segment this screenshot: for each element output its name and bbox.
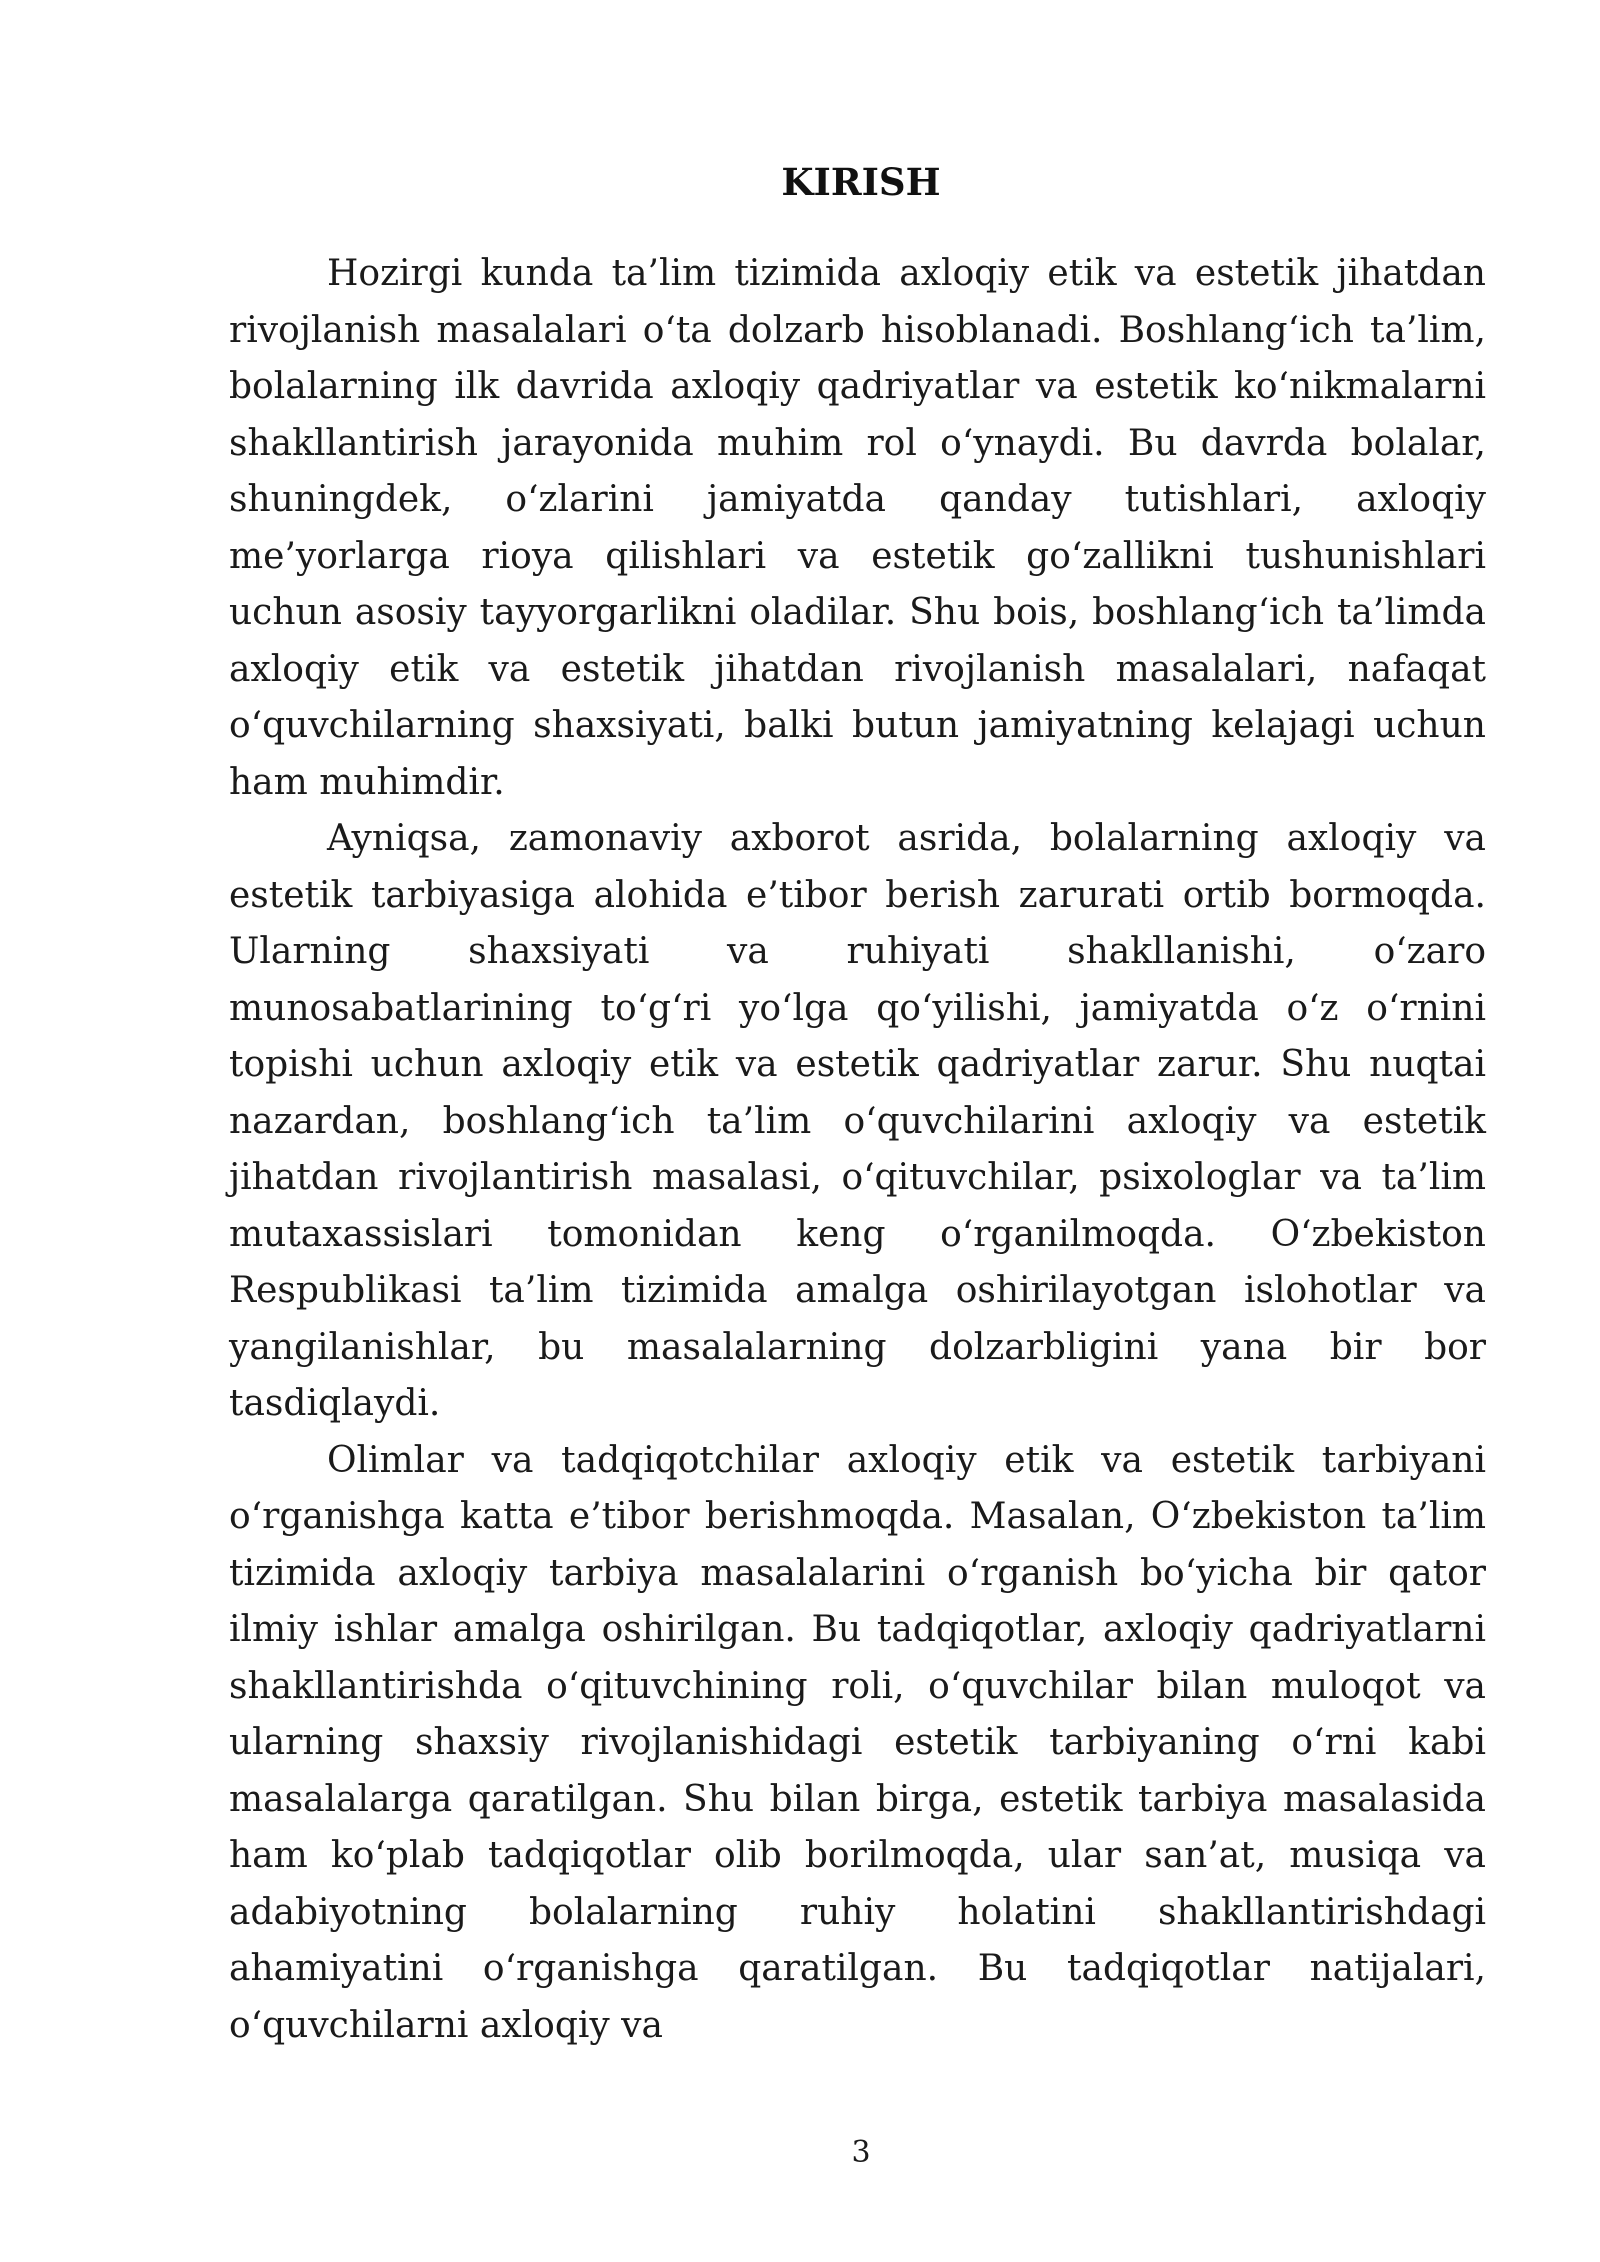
section-heading: KIRISH <box>781 160 941 204</box>
page-number: 3 <box>851 2135 871 2170</box>
body-text <box>229 246 1486 2054</box>
paragraph-2: Ayniqsa, zamonaviy axborot asrida, bolalarning axloqiy va estetik tarbiyasiga alohida e’tibor berish zarurati ortib bormoqda. Ularning shaxsiyati va ruhiyati shakllanishi, o‘zaro munosabatlarining to‘g‘ri yo‘lga qo‘yilishi, jamiyatda o‘z o‘rnini topishi uchun axloqiy etik va estetik qadriyatlar zarur. Shu nuqtai nazardan, boshlang‘ich ta’lim o‘quvchilarini axloqiy va estetik jihatdan rivojlantirish masalasi, o‘qituvchilar, psixologlar va ta’lim mutaxassislari tomonidan keng o‘rganilmoqda. O‘zbekiston Respublikasi ta’lim tizimida amalga oshirilayotgan islohotlar va yangilanishlar, bu masalalarning dolzarbligini yana bir bor tasdiqlaydi. <box>229 818 1486 1424</box>
paragraph-3: Olimlar va tadqiqotchilar axloqiy etik va estetik tarbiyani o‘rganishga katta e’tibor berishmoqda. Masalan, O‘zbekiston ta’lim tizimida axloqiy tarbiya masalalarini o‘rganish bo‘yicha bir qator ilmiy ishlar amalga oshirilgan. Bu tadqiqotlar, axloqiy qadriyatlarni shakllantirishda o‘qituvchining roli, o‘quvchilar bilan muloqot va ularning shaxsiy rivojlanishidagi estetik tarbiyaning o‘rni kabi masalalarga qaratilgan. Shu bilan birga, estetik tarbiya masalasida ham ko‘plab tadqiqotlar olib borilmoqda, ular san’at, musiqa va adabiyotning bolalarning ruhiy holatini shakllantirishdagi ahamiyatini o‘rganishga qaratilgan. Bu tadqiqotlar natijalari, o‘quvchilarni axloqiy va <box>229 1439 1486 2046</box>
paragraph-1: Hozirgi kunda ta’lim tizimida axloqiy etik va estetik jihatdan rivojlanish masalalari o‘ta dolzarb hisoblanadi. Boshlang‘ich ta’lim, bolalarning ilk davrida axloqiy qadriyatlar va estetik ko‘nikmalarni shakllantirish jarayonida muhim rol o‘ynaydi. Bu davrda bolalar, shuningdek, o‘zlarini jamiyatda qanday tutishlari, axloqiy me’yorlarga rioya qilishlari va estetik go‘zallikni tushunishlari uchun asosiy tayyorgarlikni oladilar. Shu bois, boshlang‘ich ta’limda axloqiy etik va estetik jihatdan rivojlanish masalalari, nafaqat o‘quvchilarning shaxsiyati, balki butun jamiyatning kelajagi uchun ham muhimdir. <box>229 253 1486 803</box>
